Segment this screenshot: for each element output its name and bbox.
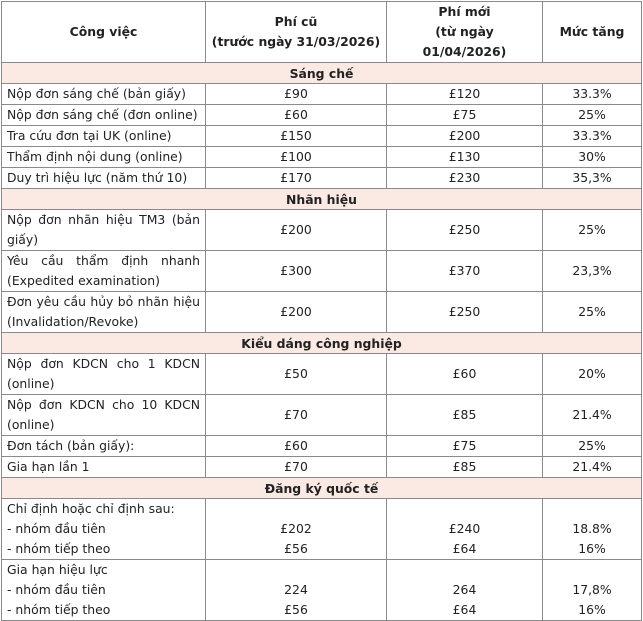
- task-cell: Duy trì hiệu lực (năm thứ 10): [2, 168, 206, 189]
- new-fee-cell: £230: [387, 168, 543, 189]
- task-cell: Thẩm định nội dung (online): [2, 147, 206, 168]
- section-row-trademark: [2, 189, 642, 210]
- old-fee-cell: [206, 560, 387, 621]
- table-row: [2, 168, 642, 189]
- increase-cell: [543, 560, 642, 621]
- table-row: [2, 499, 642, 560]
- header-new-fee-date: (từ ngày 01/04/2026): [422, 24, 507, 59]
- task-cell: Tra cứu đơn tại UK (online): [2, 126, 206, 147]
- table-row: [2, 436, 642, 457]
- spacer: [211, 560, 381, 580]
- new-fee-cell: £85: [387, 395, 543, 436]
- old-fee-cell: £60: [206, 436, 387, 457]
- table-row: [2, 354, 642, 395]
- task-cell: Đơn tách (bản giấy):: [2, 436, 206, 457]
- task-line: Gia hạn hiệu lực: [7, 562, 108, 577]
- increase-cell: 30%: [543, 147, 642, 168]
- task-cell: Nộp đơn nhãn hiệu TM3 (bản giấy): [2, 210, 206, 251]
- section-title-trademark: Nhãn hiệu: [2, 189, 642, 210]
- table-row: [2, 251, 642, 292]
- task-cell: Nộp đơn KDCN cho 10 KDCN (online): [2, 395, 206, 436]
- fee-comparison-table: [1, 1, 642, 621]
- old-fee-cell: [206, 499, 387, 560]
- table-row: [2, 210, 642, 251]
- increase-cell: 33.3%: [543, 84, 642, 105]
- spacer: [392, 499, 537, 519]
- new-fee-cell: £130: [387, 147, 543, 168]
- table-row: [2, 292, 642, 333]
- task-cell: Đơn yêu cầu hủy bỏ nhãn hiệu (Invalidation/Revoke): [2, 292, 206, 333]
- fee-value: £240: [448, 521, 481, 536]
- section-row-design: [2, 333, 642, 354]
- section-title-design: Kiểu dáng công nghiệp: [2, 333, 642, 354]
- fee-value: £202: [280, 521, 312, 536]
- increase-value: 16%: [578, 602, 606, 617]
- new-fee-cell: £85: [387, 457, 543, 478]
- new-fee-cell: £250: [387, 292, 543, 333]
- task-line: Chỉ định hoặc chỉ định sau:: [7, 501, 175, 516]
- old-fee-cell: £50: [206, 354, 387, 395]
- task-line: - nhóm tiếp theo: [7, 602, 111, 617]
- new-fee-cell: [387, 560, 543, 621]
- header-old-fee: [206, 2, 387, 63]
- increase-value: 16%: [578, 541, 606, 556]
- table-row: [2, 84, 642, 105]
- table-row: [2, 457, 642, 478]
- new-fee-cell: [387, 499, 543, 560]
- table-row: [2, 395, 642, 436]
- old-fee-cell: £150: [206, 126, 387, 147]
- header-new-fee: [387, 2, 543, 63]
- increase-value: 18.8%: [572, 521, 612, 536]
- section-title-patent: Sáng chế: [2, 63, 642, 84]
- new-fee-cell: £250: [387, 210, 543, 251]
- increase-cell: 35,3%: [543, 168, 642, 189]
- increase-cell: 23,3%: [543, 251, 642, 292]
- old-fee-cell: £200: [206, 292, 387, 333]
- table-row: [2, 147, 642, 168]
- fee-value: £64: [452, 541, 477, 556]
- new-fee-cell: £200: [387, 126, 543, 147]
- task-cell: [2, 560, 206, 621]
- new-fee-cell: £75: [387, 436, 543, 457]
- header-row: [2, 2, 642, 63]
- spacer: [548, 560, 636, 580]
- table-row: [2, 105, 642, 126]
- header-new-fee-title: Phí mới: [438, 4, 491, 19]
- increase-cell: 25%: [543, 436, 642, 457]
- task-line: - nhóm đầu tiên: [7, 582, 106, 597]
- increase-cell: 21.4%: [543, 395, 642, 436]
- old-fee-cell: £200: [206, 210, 387, 251]
- increase-cell: 25%: [543, 210, 642, 251]
- header-task: Công việc: [2, 2, 206, 63]
- section-row-patent: [2, 63, 642, 84]
- increase-cell: 21.4%: [543, 457, 642, 478]
- section-title-international: Đăng ký quốc tế: [2, 478, 642, 499]
- table-row: [2, 560, 642, 621]
- old-fee-cell: £170: [206, 168, 387, 189]
- spacer: [548, 499, 636, 519]
- new-fee-cell: £370: [387, 251, 543, 292]
- spacer: [211, 499, 381, 519]
- task-cell: Gia hạn lần 1: [2, 457, 206, 478]
- fee-value: £56: [284, 541, 308, 556]
- task-cell: Nộp đơn KDCN cho 1 KDCN (online): [2, 354, 206, 395]
- fee-value: £64: [452, 602, 477, 617]
- old-fee-cell: £100: [206, 147, 387, 168]
- fee-value: £56: [284, 602, 308, 617]
- fee-value: 264: [452, 582, 477, 597]
- spacer: [392, 560, 537, 580]
- header-old-fee-date: (trước ngày 31/03/2026): [211, 34, 381, 49]
- new-fee-cell: £120: [387, 84, 543, 105]
- table-row: [2, 126, 642, 147]
- header-old-fee-title: Phí cũ: [274, 14, 318, 29]
- task-line: - nhóm tiếp theo: [7, 541, 111, 556]
- task-cell: [2, 499, 206, 560]
- task-cell: Yêu cầu thẩm định nhanh (Expedited examination): [2, 251, 206, 292]
- new-fee-cell: £75: [387, 105, 543, 126]
- task-line: - nhóm đầu tiên: [7, 521, 106, 536]
- task-cell: Nộp đơn sáng chế (bản giấy): [2, 84, 206, 105]
- increase-cell: 25%: [543, 105, 642, 126]
- header-increase: Mức tăng: [543, 2, 642, 63]
- old-fee-cell: £60: [206, 105, 387, 126]
- old-fee-cell: £70: [206, 395, 387, 436]
- old-fee-cell: £70: [206, 457, 387, 478]
- task-cell: Nộp đơn sáng chế (đơn online): [2, 105, 206, 126]
- fee-value: 224: [284, 582, 308, 597]
- new-fee-cell: £60: [387, 354, 543, 395]
- increase-cell: 20%: [543, 354, 642, 395]
- increase-cell: 25%: [543, 292, 642, 333]
- increase-cell: 33.3%: [543, 126, 642, 147]
- old-fee-cell: £300: [206, 251, 387, 292]
- increase-cell: [543, 499, 642, 560]
- increase-value: 17,8%: [572, 582, 612, 597]
- old-fee-cell: £90: [206, 84, 387, 105]
- section-row-international: [2, 478, 642, 499]
